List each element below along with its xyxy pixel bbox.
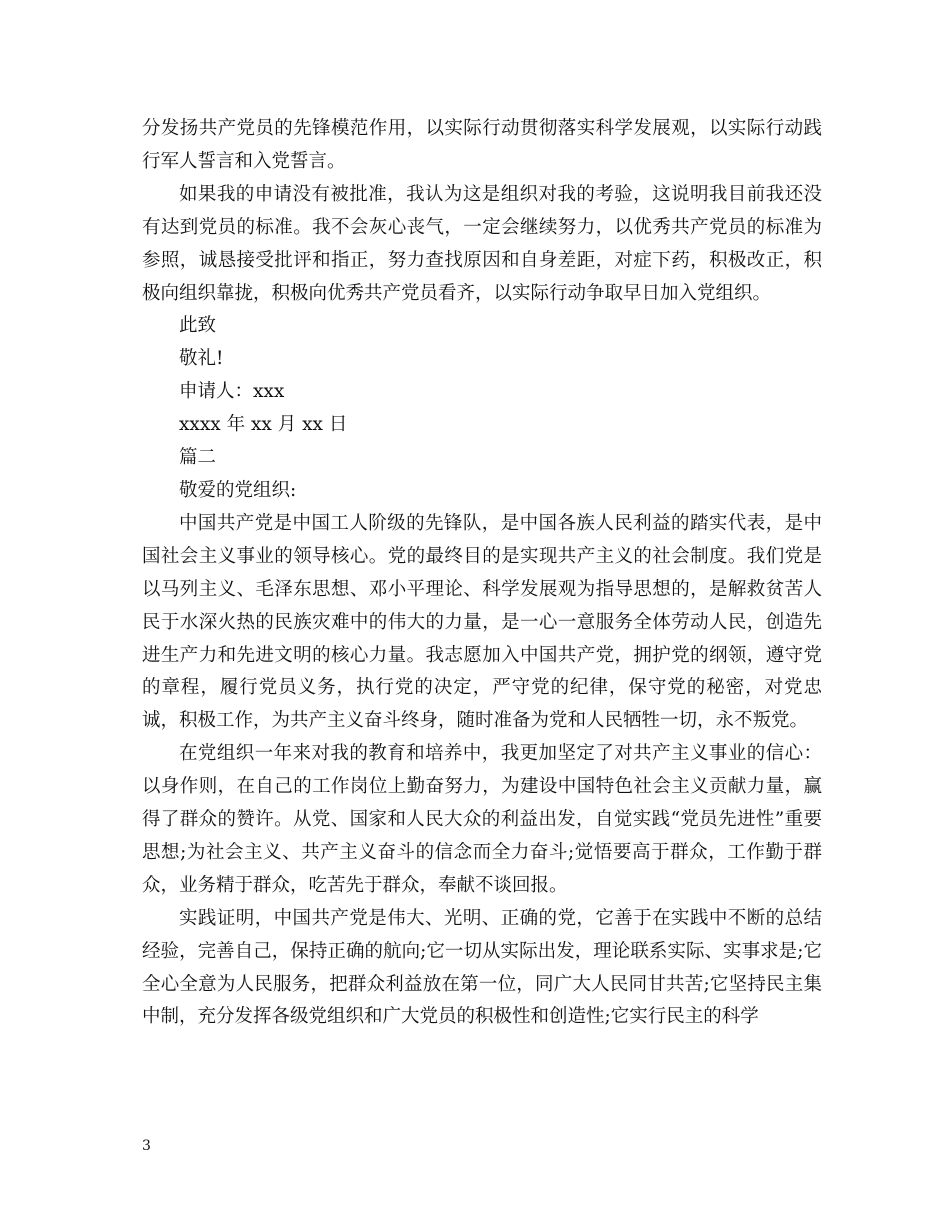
- document-body: [142, 113, 822, 1034]
- paragraph-rejection-response: 如果我的申请没有被批准，我认为这是组织对我的考验，这说明我目前我还没有达到党员的标准。我不会灰心丧气，一定会继续努力，以优秀共产党员的标准为参照，诚恳接受批评和指正，努力查找原因和自身差距，对症下药，积极改正，积极向组织靠拢，积极向优秀共产党员看齐，以实际行动争取早日加入党组织。: [142, 183, 822, 304]
- date-line: xxxx 年 xx 月 xx 日: [179, 414, 348, 436]
- page-number: 3: [142, 1138, 151, 1154]
- section-heading: 篇二: [179, 447, 217, 469]
- paragraph-continuation: 分发扬共产党员的先锋模范作用，以实际行动贯彻落实科学发展观，以实际行动践行军人誓言和入党誓言。: [142, 118, 822, 172]
- paragraph-practice-proof: 实践证明，中国共产党是伟大、光明、正确的党，它善于在实践中不断的总结经验，完善自己，保持正确的航向;它一切从实际出发，理论联系实际、实事求是;它全心全意为人民服务，把群众利益放在第一位，同广大人民同甘共苦;它坚持民主集中制，充分发挥各级党组织和广大党员的积极性和创造性;它实行民主的科学: [142, 907, 822, 1028]
- letter-greeting: 敬爱的党组织:: [179, 479, 297, 501]
- applicant-line: 申请人：xxx: [179, 381, 285, 403]
- paragraph-party-introduction: 中国共产党是中国工人阶级的先锋队，是中国各族人民利益的踏实代表，是中国社会主义事业的领导核心。党的最终目的是实现共产主义的社会制度。我们党是以马列主义、毛泽东思想、邓小平理论、科学发展观为指导思想的，是解救贫苦人民于水深火热的民族灾难中的伟大的力量，是一心一意服务全体劳动人民，创造先进生产力和先进文明的核心力量。我志愿加入中国共产党，拥护党的纲领，遵守党的章程，履行党员义务，执行党的决定，严守党的纪律，保守党的秘密，对党忠诚，积极工作，为共产主义奋斗终身，随时准备为党和人民牺牲一切，永不叛党。: [142, 512, 822, 732]
- paragraph-education-experience: 在党组织一年来对我的教育和培养中，我更加坚定了对共产主义事业的信心：以身作则，在自己的工作岗位上勤奋努力，为建设中国特色社会主义贡献力量，赢得了群众的赞许。从党、国家和人民大众的利益出发，自觉实践“党员先进性”重要思想;为社会主义、共产主义奋斗的信念而全力奋斗;觉悟要高于群众，工作勤于群众，业务精于群众，吃苦先于群众，奉献不谈回报。: [142, 743, 822, 896]
- closing-salutation: 此致: [179, 315, 217, 337]
- closing-regards: 敬礼!: [179, 348, 224, 370]
